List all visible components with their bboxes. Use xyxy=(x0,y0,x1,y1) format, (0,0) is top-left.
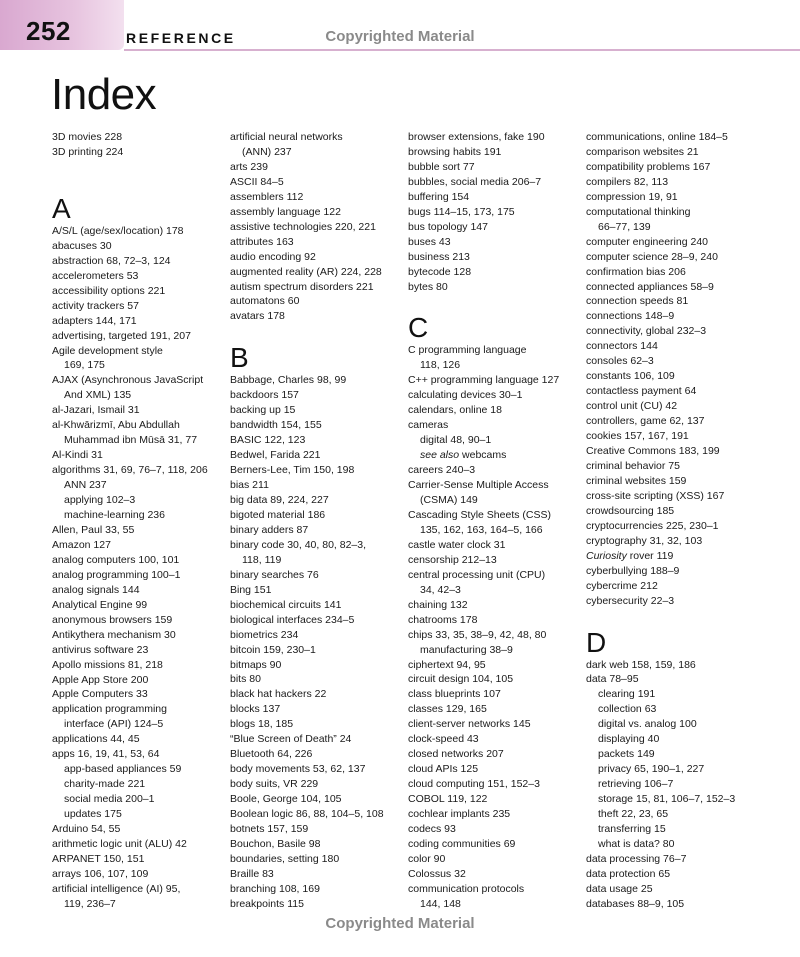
page-number: 252 xyxy=(26,16,71,46)
index-entry: analog programming 100–1 xyxy=(52,568,181,581)
index-entry: communication protocols xyxy=(408,882,525,895)
index-entry: Apple Computers 33 xyxy=(52,688,148,701)
index-entry: bugs 114–15, 173, 175 xyxy=(408,205,515,218)
italic-term: Curiosity xyxy=(586,549,627,562)
section-label: REFERENCE xyxy=(126,30,236,46)
index-entry: analog computers 100, 101 xyxy=(52,553,180,566)
index-entry: Amazon 127 xyxy=(52,538,111,551)
index-entry: assembly language 122 xyxy=(230,205,341,218)
index-entry: binary adders 87 xyxy=(230,523,309,536)
index-entry: closed networks 207 xyxy=(408,748,504,761)
index-entry: chaining 132 xyxy=(408,598,468,611)
index-entry: 3D printing 224 xyxy=(52,145,124,158)
see-also-label: see also xyxy=(420,449,460,462)
index-entry: consoles 62–3 xyxy=(586,355,654,368)
index-entry: data usage 25 xyxy=(586,882,653,895)
index-entry: accessibility options 221 xyxy=(52,284,166,297)
index-entry: cloud APIs 125 xyxy=(408,763,479,776)
index-entry: control unit (CU) 42 xyxy=(586,400,678,413)
index-entry: Arduino 54, 55 xyxy=(52,823,121,836)
index-entry: Curiosity rover 119 xyxy=(586,549,674,562)
index-entry: accelerometers 53 xyxy=(52,269,139,282)
index-subentry: storage 15, 81, 106–7, 152–3 xyxy=(598,793,736,806)
index-entry: advertising, targeted 191, 207 xyxy=(52,329,191,342)
index-subentry: interface (API) 124–5 xyxy=(64,718,164,731)
index-entry: breakpoints 115 xyxy=(230,897,304,910)
index-entry: bitcoin 159, 230–1 xyxy=(230,643,316,656)
index-entry: communications, online 184–5 xyxy=(586,131,728,143)
index-subentry: 119, 236–7 xyxy=(64,897,116,910)
index-letter-heading: D xyxy=(586,626,607,658)
index-spacer xyxy=(408,294,580,309)
index-entry: cochlear implants 235 xyxy=(408,808,511,821)
index-entry: dark web 158, 159, 186 xyxy=(586,658,696,671)
index-subentry: applying 102–3 xyxy=(64,494,136,507)
index-entry: cyberbullying 188–9 xyxy=(586,564,680,577)
index-entry: browsing habits 191 xyxy=(408,145,502,158)
index-spacer xyxy=(586,609,758,624)
index-entry: arrays 106, 107, 109 xyxy=(52,867,149,880)
index-entry: Cascading Style Sheets (CSS) xyxy=(408,508,551,521)
index-entry: controllers, game 62, 137 xyxy=(586,415,705,428)
index-letter-heading: C xyxy=(408,312,429,344)
index-entry: business 213 xyxy=(408,250,470,263)
index-entry: Babbage, Charles 98, 99 xyxy=(230,374,347,387)
index-entry: comparison websites 21 xyxy=(586,145,699,158)
index-entry: crowdsourcing 185 xyxy=(586,504,675,517)
index-subentry: (CSMA) 149 xyxy=(420,494,478,507)
index-entry: biological interfaces 234–5 xyxy=(230,613,355,626)
index-entry: clock-speed 43 xyxy=(408,733,479,746)
index-subentry: packets 149 xyxy=(598,748,655,761)
index-entry: bits 80 xyxy=(230,673,261,686)
index-entry: compilers 82, 113 xyxy=(586,175,669,188)
index-entry: Bluetooth 64, 226 xyxy=(230,748,313,761)
index-entry: artificial neural networks xyxy=(230,131,343,143)
index-subentry: retrieving 106–7 xyxy=(598,778,674,791)
index-entry: ASCII 84–5 xyxy=(230,175,284,188)
index-entry: coding communities 69 xyxy=(408,837,516,850)
index-entry: cybercrime 212 xyxy=(586,579,658,592)
index-entry: bytes 80 xyxy=(408,280,448,293)
index-entry: Bing 151 xyxy=(230,583,272,596)
index-entry: AJAX (Asynchronous JavaScript xyxy=(52,374,204,387)
watermark-bottom: Copyrighted Material xyxy=(325,915,475,932)
index-entry: autism spectrum disorders 221 xyxy=(230,280,374,293)
index-entry: client-server networks 145 xyxy=(408,718,531,731)
index-entry: class blueprints 107 xyxy=(408,688,501,701)
index-entry: botnets 157, 159 xyxy=(230,822,309,835)
watermark-top: Copyrighted Material xyxy=(325,28,475,45)
index-subentry: 144, 148 xyxy=(420,897,461,910)
index-entry: central processing unit (CPU) xyxy=(408,568,546,581)
index-entry: Agile development style xyxy=(52,344,163,357)
index-entry: black hat hackers 22 xyxy=(230,688,327,701)
index-entry: chips 33, 35, 38–9, 42, 48, 80 xyxy=(408,628,547,641)
index-entry: avatars 178 xyxy=(230,310,285,323)
index-entry: body suits, VR 229 xyxy=(230,778,319,791)
index-entry: codecs 93 xyxy=(408,822,456,835)
header-rule xyxy=(124,49,800,51)
index-entry: 3D movies 228 xyxy=(52,131,123,143)
index-subentry: displaying 40 xyxy=(598,733,660,746)
index-subentry: manufacturing 38–9 xyxy=(420,643,513,656)
index-spacer xyxy=(230,324,402,339)
index-subentry: charity-made 221 xyxy=(64,778,146,791)
index-subentry: updates 175 xyxy=(64,808,122,821)
index-entry: Berners-Lee, Tim 150, 198 xyxy=(230,464,355,477)
index-entry: constants 106, 109 xyxy=(586,370,675,383)
index-entry: connected appliances 58–9 xyxy=(586,280,714,293)
index-subentry: 118, 126 xyxy=(420,359,461,372)
index-entry: arts 239 xyxy=(230,160,268,173)
index-entry: biochemical circuits 141 xyxy=(230,598,342,611)
index-entry: BASIC 122, 123 xyxy=(230,434,306,447)
index-entry: backdoors 157 xyxy=(230,389,299,402)
index-entry: computational thinking xyxy=(586,205,691,218)
index-entry: criminal behavior 75 xyxy=(586,459,680,472)
index-column-4 xyxy=(586,130,758,912)
index-entry: automatons 60 xyxy=(230,295,300,308)
index-entry: cookies 157, 167, 191 xyxy=(586,430,689,443)
index-entry: Bouchon, Basile 98 xyxy=(230,837,321,850)
index-subentry: (ANN) 237 xyxy=(242,145,292,158)
index-entry: apps 16, 19, 41, 53, 64 xyxy=(52,748,160,761)
index-entry: bubble sort 77 xyxy=(408,160,475,173)
index-entry: body movements 53, 62, 137 xyxy=(230,763,366,776)
index-entry: buses 43 xyxy=(408,235,451,248)
index-entry: COBOL 119, 122 xyxy=(408,793,488,806)
index-subentry: app-based appliances 59 xyxy=(64,763,182,776)
index-entry: connections 148–9 xyxy=(586,310,675,323)
index-subentry: Muhammad ibn Mūsā 31, 77 xyxy=(64,434,198,447)
index-subentry: digital 48, 90–1 xyxy=(420,434,492,447)
index-entry: attributes 163 xyxy=(230,235,294,248)
index-entry: audio encoding 92 xyxy=(230,250,316,263)
index-spacer xyxy=(52,160,224,175)
index-entry: antivirus software 23 xyxy=(52,643,149,656)
index-entry: data processing 76–7 xyxy=(586,852,687,865)
index-column-1 xyxy=(52,130,224,912)
index-entry: Apollo missions 81, 218 xyxy=(52,658,163,671)
index-entry: cryptocurrencies 225, 230–1 xyxy=(586,519,719,532)
index-entry: circuit design 104, 105 xyxy=(408,673,514,686)
index-column-3 xyxy=(408,130,580,912)
index-entry: application programming xyxy=(52,703,167,716)
index-entry: bytecode 128 xyxy=(408,265,472,278)
index-entry: connectivity, global 232–3 xyxy=(586,325,707,338)
index-subentry: theft 22, 23, 65 xyxy=(598,808,669,821)
index-entry: ARPANET 150, 151 xyxy=(52,852,145,865)
index-entry: arithmetic logic unit (ALU) 42 xyxy=(52,837,187,850)
index-entry: assemblers 112 xyxy=(230,190,304,203)
index-letter-heading: B xyxy=(230,342,249,374)
index-subentry: 169, 175 xyxy=(64,359,105,372)
index-subentry: social media 200–1 xyxy=(64,793,155,806)
index-entry: computer engineering 240 xyxy=(586,235,709,248)
index-entry: Colossus 32 xyxy=(408,867,466,880)
index-entry: Boolean logic 86, 88, 104–5, 108 xyxy=(230,808,384,821)
index-subentry: privacy 65, 190–1, 227 xyxy=(598,763,705,776)
index-entry: databases 88–9, 105 xyxy=(586,897,685,910)
index-entry: abacuses 30 xyxy=(52,239,112,252)
index-subentry: And XML) 135 xyxy=(64,389,132,402)
index-entry: binary searches 76 xyxy=(230,568,319,581)
index-entry: careers 240–3 xyxy=(408,464,476,477)
index-subentry: 34, 42–3 xyxy=(420,583,461,596)
index-entry: blogs 18, 185 xyxy=(230,718,294,731)
index-subentry: 135, 162, 163, 164–5, 166 xyxy=(420,523,543,536)
page-title: Index xyxy=(51,70,157,119)
index-letter-heading: A xyxy=(52,192,71,224)
index-entry: boundaries, setting 180 xyxy=(230,852,340,865)
index-subentry: 66–77, 139 xyxy=(598,220,651,233)
index-entry: Bedwel, Farida 221 xyxy=(230,449,321,462)
index-entry: bus topology 147 xyxy=(408,220,488,233)
index-subentry: 118, 119 xyxy=(242,553,282,566)
index-entry: bitmaps 90 xyxy=(230,658,282,671)
index-entry: assistive technologies 220, 221 xyxy=(230,220,376,233)
index-entry: “Blue Screen of Death” 24 xyxy=(230,733,352,746)
index-entry: connectors 144 xyxy=(586,340,658,353)
index-entry: connection speeds 81 xyxy=(586,295,689,308)
index-entry: al-Jazari, Ismail 31 xyxy=(52,404,140,417)
index-entry: criminal websites 159 xyxy=(586,474,687,487)
index-spacer xyxy=(52,175,224,190)
index-entry: buffering 154 xyxy=(408,190,470,203)
index-entry: Boole, George 104, 105 xyxy=(230,793,342,806)
index-entry: anonymous browsers 159 xyxy=(52,613,173,626)
index-entry: calculating devices 30–1 xyxy=(408,389,523,402)
index-entry: confirmation bias 206 xyxy=(586,265,686,278)
index-entry: cryptography 31, 32, 103 xyxy=(586,534,703,547)
index-entry: artificial intelligence (AI) 95, xyxy=(52,882,181,895)
index-entry: castle water clock 31 xyxy=(408,538,506,551)
index-entry: C programming language xyxy=(408,344,527,357)
index-entry: chatrooms 178 xyxy=(408,613,478,626)
index-entry: cybersecurity 22–3 xyxy=(586,594,675,607)
index-entry: analog signals 144 xyxy=(52,583,140,596)
index-entry: C++ programming language 127 xyxy=(408,374,560,387)
index-entry: activity trackers 57 xyxy=(52,299,139,312)
index-entry: Analytical Engine 99 xyxy=(52,598,148,611)
index-entry: bias 211 xyxy=(230,479,269,492)
index-entry: big data 89, 224, 227 xyxy=(230,494,329,507)
index-entry: biometrics 234 xyxy=(230,628,299,641)
index-entry: censorship 212–13 xyxy=(408,553,497,566)
index-entry: bigoted material 186 xyxy=(230,508,326,521)
index-entry: data protection 65 xyxy=(586,867,671,880)
index-entry: Al-Kindi 31 xyxy=(52,449,103,462)
index-entry: Braille 83 xyxy=(230,867,274,880)
index-entry: classes 129, 165 xyxy=(408,703,487,716)
index-entry: compatibility problems 167 xyxy=(586,160,711,173)
index-entry: contactless payment 64 xyxy=(586,385,697,398)
index-subentry: digital vs. analog 100 xyxy=(598,718,697,731)
index-entry: bubbles, social media 206–7 xyxy=(408,175,542,188)
index-subentry: collection 63 xyxy=(598,703,657,716)
index-entry: ciphertext 94, 95 xyxy=(408,658,486,671)
index-entry: compression 19, 91 xyxy=(586,190,678,203)
index-entry: applications 44, 45 xyxy=(52,733,140,746)
index-entry: cameras xyxy=(408,419,449,432)
index-see-also: see also webcams xyxy=(420,449,507,462)
index-entry: blocks 137 xyxy=(230,703,281,716)
index-entry: algorithms 31, 69, 76–7, 118, 206 xyxy=(52,464,208,477)
index-entry: augmented reality (AR) 224, 228 xyxy=(230,265,382,278)
index-entry: browser extensions, fake 190 xyxy=(408,131,545,143)
index-entry: Allen, Paul 33, 55 xyxy=(52,523,135,536)
index-entry: backing up 15 xyxy=(230,404,296,417)
index-subentry: machine-learning 236 xyxy=(64,509,165,522)
index-entry: cloud computing 151, 152–3 xyxy=(408,778,540,791)
index-entry: cross-site scripting (XSS) 167 xyxy=(586,489,725,502)
index-entry: abstraction 68, 72–3, 124 xyxy=(52,254,171,267)
index-subentry: ANN 237 xyxy=(64,479,107,492)
index-entry: al-Khwārizmī, Abu Abdullah xyxy=(52,419,180,432)
index-entry: binary code 30, 40, 80, 82–3, xyxy=(230,538,367,551)
index-entry: Creative Commons 183, 199 xyxy=(586,445,720,458)
index-entry: calendars, online 18 xyxy=(408,404,502,417)
index-entry: color 90 xyxy=(408,852,446,865)
index-entry: Antikythera mechanism 30 xyxy=(52,628,176,641)
index-entry: branching 108, 169 xyxy=(230,882,320,895)
index-entry: Apple App Store 200 xyxy=(52,673,149,686)
index-column-2 xyxy=(230,130,402,912)
index-entry: Carrier-Sense Multiple Access xyxy=(408,479,549,492)
index-entry: computer science 28–9, 240 xyxy=(586,250,718,263)
index-entry: adapters 144, 171 xyxy=(52,314,137,327)
index-subentry: transferring 15 xyxy=(598,822,666,835)
index-subentry: clearing 191 xyxy=(598,688,656,701)
index-entry: bandwidth 154, 155 xyxy=(230,419,322,432)
index-entry: A/S/L (age/sex/location) 178 xyxy=(52,224,184,237)
index-subentry: what is data? 80 xyxy=(598,837,675,850)
index-entry: data 78–95 xyxy=(586,673,639,686)
